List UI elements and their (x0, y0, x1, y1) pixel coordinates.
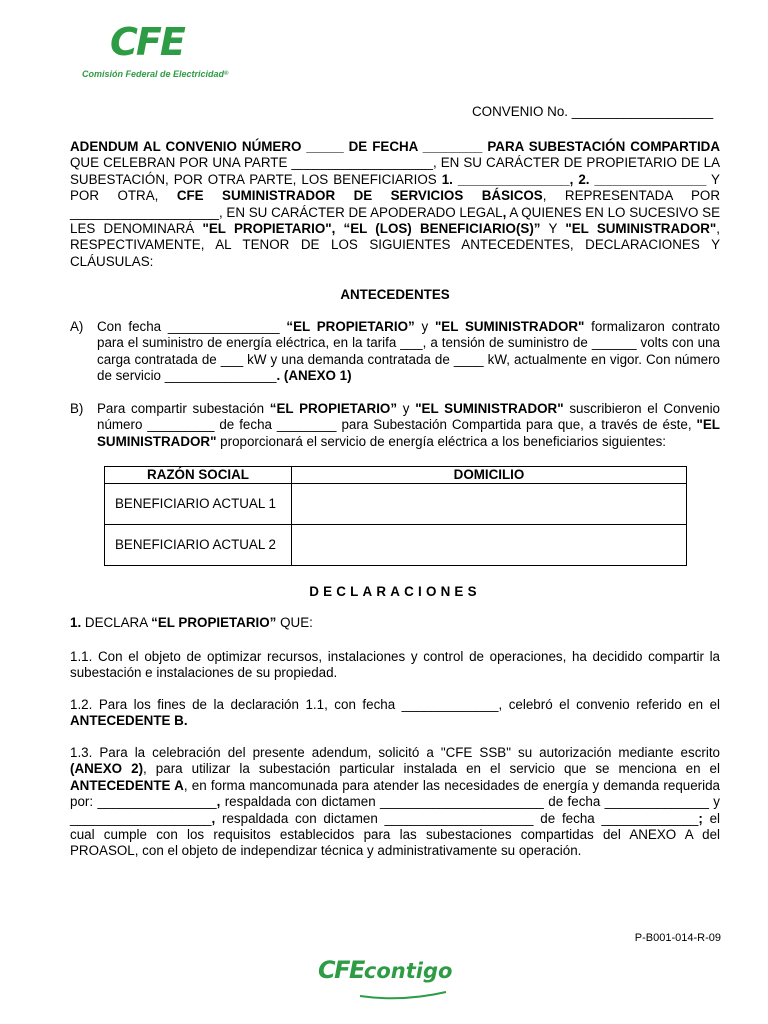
footer-logo-contigo: contigo (363, 959, 453, 983)
cell-domicilio-2 (292, 525, 687, 566)
antecedente-b-label: B) (70, 401, 84, 416)
text-run: el cual cumple con los requisitos establecidos para las subestaciones compartidas del ANEXO A del PROASOL, con el objeto de independizar técnica y administrativamente su operación. (70, 810, 720, 859)
cell-domicilio-1 (292, 484, 687, 525)
declaraciones-heading: DECLARACIONES (309, 584, 481, 599)
footer-logo-cfe: CFE (318, 956, 364, 984)
bold-text-run: , (502, 204, 507, 220)
text-run: y (397, 401, 416, 416)
text-run: ® (224, 71, 229, 77)
bold-text-run: ANTECEDENTE A (70, 777, 184, 793)
text-run: Para compartir subestación (97, 401, 270, 416)
bold-text-run: , (216, 794, 221, 810)
convenio-number-line: CONVENIO No. ___________________ (472, 104, 714, 119)
text-run: y (414, 319, 435, 334)
bold-text-run: 1. _______________, 2. _______________ (441, 171, 707, 187)
text-run: Con fecha _______________ (97, 319, 287, 334)
text-run: DECLARA (81, 615, 152, 630)
antecedentes-heading: ANTECEDENTES (340, 287, 450, 302)
bold-text-run: . (ANEXO 1) (276, 368, 352, 384)
declaracion-1-heading (70, 615, 720, 631)
bold-text-run: "EL PROPIETARIO", “EL (LOS) BENEFICIARIO(S)” (202, 221, 541, 237)
bold-text-run: ADENDUM AL CONVENIO NÚMERO _____ DE FECHA ________ PARA SUBESTACIÓN COMPARTIDA (70, 139, 720, 154)
antecedente-b-text (97, 401, 720, 450)
text-run: QUE CELEBRAN POR UNA PARTE ___________________ (70, 155, 433, 171)
logo-mark: CFE (110, 20, 184, 64)
text-run: 1.2. Para los fines de la declaración 1.1, con fecha _____________, celebró el convenio referido en el (70, 697, 720, 712)
bold-text-run: "EL SUMINISTRADOR" (97, 417, 720, 449)
table-header-row (105, 467, 687, 484)
text-run: proporcionará el servicio de energía eléctrica a los beneficiarios siguientes: (216, 433, 667, 449)
antecedente-a-text (97, 319, 720, 385)
bold-text-run: "EL SUMINISTRADOR" (415, 401, 564, 416)
text-run: , REPRESENTADA POR ____________________, EN SU CARÁCTER DE APODERADO LEGAL (70, 188, 720, 220)
text-run: , para utilizar la subestación particular instalada en el servicio que se menciona en el (143, 761, 720, 777)
bold-text-run: , (211, 810, 216, 826)
cell-beneficiario-2: BENEFICIARIO ACTUAL 2 (105, 525, 292, 566)
text-run: Y POR OTRA, (70, 171, 720, 204)
text-run: Y (540, 221, 566, 237)
cfe-logo (80, 22, 230, 84)
text-run: Comisión Federal de Electricidad (82, 69, 225, 79)
bold-text-run: ; (698, 810, 703, 826)
header-domicilio: DOMICILIO (292, 467, 687, 484)
swoosh-icon (358, 990, 448, 1000)
bold-text-run: "EL SUMINISTRADOR" (565, 221, 717, 237)
text-run: QUE: (276, 615, 313, 630)
bold-text-run: , EN SU CARÁCTER DE PROPIETARIO DE LA SUBESTACIÓN, POR OTRA PARTE, LOS BENEFICIARIOS (70, 155, 720, 187)
bold-text-run: (ANEXO 2) (70, 761, 144, 777)
intro-paragraph (70, 139, 720, 270)
text-run: formalizaron contrato para el suministro de energía eléctrica, en la tarifa ___, a tensión de suministro de ______ volts con una carga contratada de ___ kW y una demanda contratada de ____ kW, actualmente en vigor. Con número de servicio _______________ (97, 319, 720, 384)
cell-beneficiario-1: BENEFICIARIO ACTUAL 1 (105, 484, 292, 525)
declaracion-1-3 (70, 745, 720, 860)
bold-text-run: "EL SUMINISTRADOR" (434, 319, 585, 334)
text-run: 1.3. Para la celebración del presente adendum, solicitó a "CFE SSB" su autorización mediante escrito (70, 745, 720, 760)
text-run: respaldada con dictamen ____________________ de fecha _____________ (215, 810, 699, 826)
text-run: respaldada con dictamen ______________________ de fecha ______________ y ___________________ (70, 794, 720, 826)
declaracion-1-2 (70, 697, 720, 730)
bold-text-run: 1. (70, 615, 82, 630)
antecedente-a-label: A) (70, 319, 84, 334)
bold-text-run: CFE SUMINISTRADOR DE SERVICIOS BÁSICOS (176, 188, 543, 204)
table-row (105, 525, 687, 566)
bold-text-run: “EL PROPIETARIO” (286, 319, 415, 334)
text-run: , en forma mancomunada para atender las necesidades de energía y demanda requerida por: ________________ (70, 777, 720, 810)
bold-text-run: “EL PROPIETARIO” (269, 401, 398, 416)
logo-subtitle (82, 68, 228, 80)
bold-text-run: ANTECEDENTE B. (70, 713, 188, 729)
table-row (105, 484, 687, 525)
text-run: , RESPECTIVAMENTE, AL TENOR DE LOS SIGUIENTES ANTECEDENTES, DECLARACIONES Y CLÁUSULAS: (70, 221, 720, 269)
header-razon-social: RAZÓN SOCIAL (105, 467, 292, 484)
bold-text-run: “EL PROPIETARIO” (151, 615, 277, 630)
declaracion-1-1: 1.1. Con el objeto de optimizar recursos, instalaciones y control de operaciones, ha decidido compartir la subestación e instalaciones de su propiedad. (70, 649, 720, 681)
document-code: P-B001-014-R-09 (634, 932, 721, 944)
text-run: suscribieron el Convenio número _________ de fecha ________ para Subestación Compartida para que, a través de éste, (97, 401, 720, 433)
beneficiaries-table (104, 466, 687, 566)
cfe-contigo-logo (318, 956, 458, 1002)
text-run: A QUIENES EN LO SUCESIVO SE LES DENOMINARÁ (70, 204, 721, 237)
